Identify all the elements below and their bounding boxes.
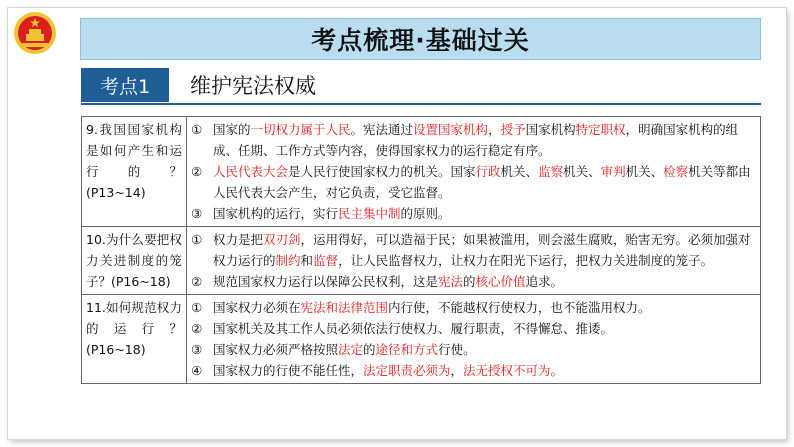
key-term: 宪法 [438,274,464,289]
item-text [213,203,756,224]
text-segment: 行使。 [438,342,476,357]
text-segment: 国家权力必须严格按照 [213,342,339,357]
key-term: 途径和方式 [375,342,439,357]
key-term: 特定职权 [575,122,626,137]
table-row [82,117,761,227]
section-divider [81,103,761,105]
key-term: 宪法和法律范围 [300,300,389,315]
key-term: 法无授权不可为 [463,363,551,378]
knowledge-table [81,116,761,384]
text-segment: 和 [300,253,314,268]
text-segment: 国家机构的运行 [213,206,301,221]
table-row [82,295,761,384]
key-term: 法定职责必须为 [363,363,451,378]
key-term: 人民代表大会 [213,164,289,179]
key-term: 审判 [600,164,626,179]
text-segment: ，明确国家机构的组成、任期、工作方式等内容，使得国家权力的运行稳定有序。 [213,122,739,158]
text-segment: 的原则。 [400,206,451,221]
answer-item [191,339,756,360]
item-number: ① [191,122,203,137]
text-segment: 国家的 [213,122,251,137]
item-text [213,297,756,318]
key-term: 设置国家机构 [413,122,489,137]
key-term: 双刃剑 [263,232,301,247]
question-cell: 10.为什么要把权力关进制度的笼子？(P16~18) [82,227,187,295]
key-term: 授予 [500,122,526,137]
text-segment: 国家机关及其工作人员必须依法行使权力、履行职责，不得懈怠、推诿。 [213,321,614,336]
text-segment: 。 [550,363,564,378]
item-text [213,318,756,339]
answer-cell [187,227,761,295]
item-number: ② [191,164,203,179]
key-term: 行政 [475,164,501,179]
text-segment: 国家权力的行使不能任性， [213,363,364,378]
item-number: ① [191,232,203,247]
item-number: ② [191,321,203,336]
key-term: 制约 [275,253,301,268]
national-emblem-icon [12,10,58,56]
text-segment: ，让人民监督权力，让权力在阳光下运行，把权力关进制度的笼子。 [338,253,714,268]
key-term: 法定 [338,342,364,357]
answer-cell [187,117,761,227]
key-term: 监察 [538,164,564,179]
text-segment: ， [450,363,464,378]
item-text [213,229,756,271]
answer-item [191,203,756,224]
section-badge: 考点1 [81,68,169,102]
answer-item [191,271,756,292]
text-segment: 追求。 [525,274,564,289]
text-segment: 机关、 [500,164,539,179]
text-segment: 国家机构 [525,122,576,137]
question-cell: 9.我国国家机构是如何产生和运行的？(P13~14) [82,117,187,227]
item-number: ③ [191,342,203,357]
item-number: ④ [191,363,203,378]
item-text [213,271,756,292]
answer-cell [187,295,761,384]
section-title: 维护宪法权威 [190,74,316,98]
text-segment: 的 [463,274,476,289]
text-segment: 是人民行使国家权力的机关。国家 [288,164,476,179]
answer-item [191,360,756,381]
answer-item [191,318,756,339]
text-segment: 。宪法通过 [350,122,414,137]
text-segment: ，实行 [300,206,339,221]
item-text [213,360,756,381]
item-text [213,339,756,360]
text-segment: ，运用得好，可以造福于民；如果被滥用，则会滋生腐败，贻害无穷。必须加强对权力运行的 [213,232,751,268]
text-segment: 国家权力必须在 [213,300,301,315]
key-term: 核心价值 [475,274,526,289]
text-segment: ， [488,122,501,137]
question-cell: 11.如何规范权力的运行？(P16~18) [82,295,187,384]
answer-item [191,119,756,161]
item-number: ① [191,300,203,315]
table-row [82,227,761,295]
text-segment: 规范国家权力运行以保障公民权利，这是 [213,274,439,289]
answer-item [191,229,756,271]
page-title-bar [80,18,761,60]
text-segment: 的 [363,342,376,357]
text-segment: 权力是把 [213,232,264,247]
text-segment: 机关、 [625,164,664,179]
page-title: 考点梳理·基础过关 [311,26,530,55]
text-segment: 内行使，不能越权行使权力，也不能滥用权力。 [388,300,651,315]
item-text [213,119,756,161]
text-segment: 机关等都由人民代表大会产生，对它负责，受它监督。 [213,164,751,200]
item-number: ② [191,274,203,289]
key-term: 检察 [663,164,689,179]
answer-item [191,161,756,203]
key-term: 民主集中制 [338,206,401,221]
key-term: 监督 [313,253,339,268]
item-text [213,161,756,203]
item-number: ③ [191,206,203,221]
answer-item [191,297,756,318]
text-segment: 机关、 [563,164,601,179]
key-term: 一切权力属于人民 [250,122,351,137]
